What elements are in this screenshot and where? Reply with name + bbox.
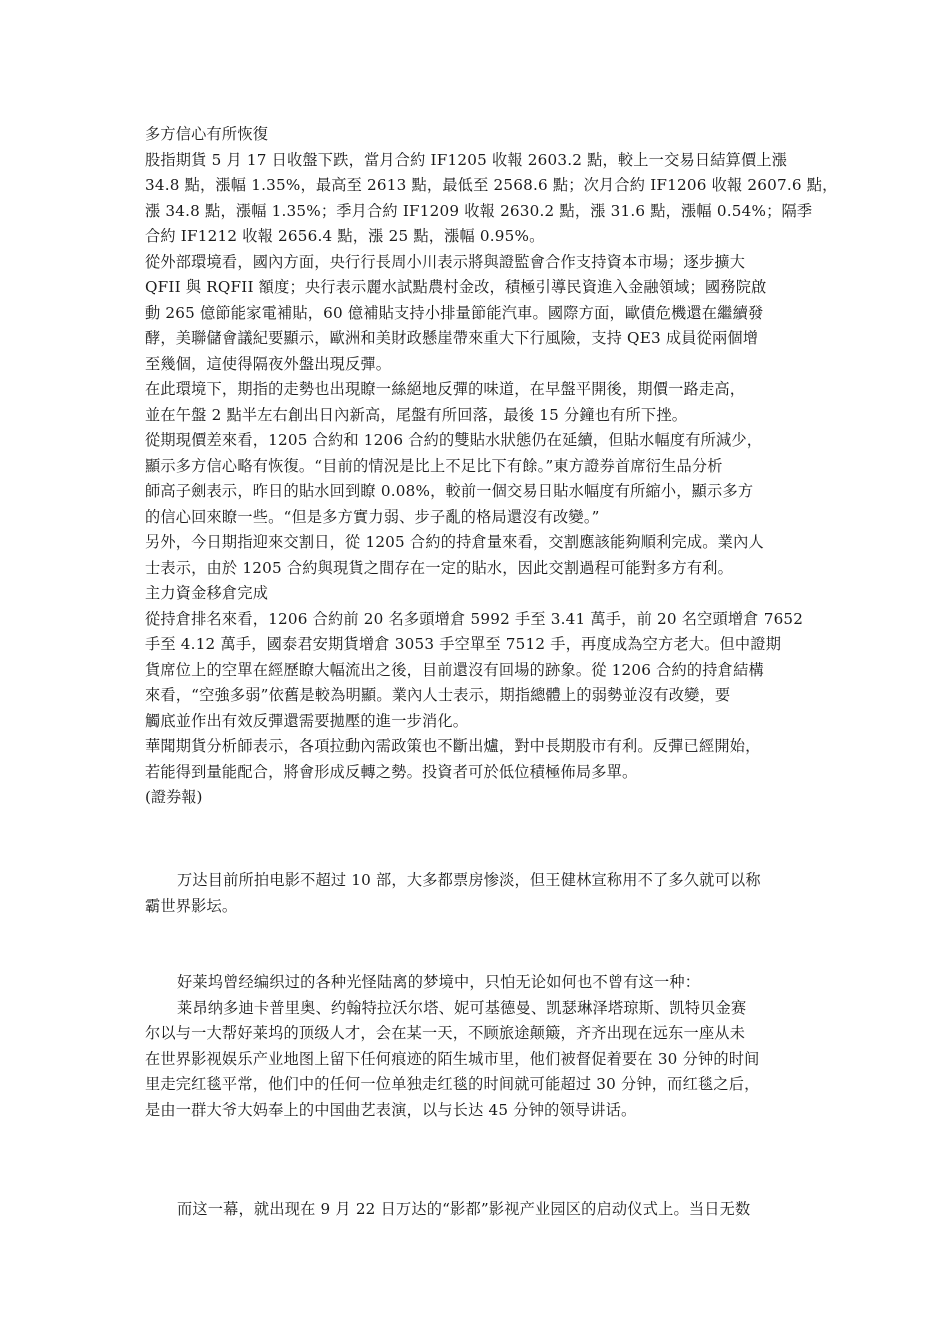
text-line: 士表示，由於 1205 合約與現貨之間存在一定的貼水，因此交割過程可能對多方有利。 <box>145 558 734 577</box>
text-line: 動 265 億節能家電補貼，60 億補貼支持小排量節能汽車。國際方面，歐債危機還在繼續發 <box>145 303 764 322</box>
text-line: 貨席位上的空單在經歷瞭大幅流出之後，目前還沒有回場的跡象。從 1206 合約的持倉結構 <box>145 660 764 679</box>
text-line: 霸世界影坛。 <box>145 896 238 915</box>
text-line: 的信心回來瞭一些。“但是多方實力弱、步子亂的格局還沒有改變。” <box>145 507 600 526</box>
text-line: 從外部環境看，國內方面，央行行長周小川表示將與證監會合作支持資本市場；逐步擴大 <box>145 252 746 271</box>
section-heading: 主力資金移倉完成 <box>145 584 269 602</box>
article-body <box>145 122 838 811</box>
text-line: 在世界影视娱乐产业地图上留下任何痕迹的陌生城市里，他们被督促着要在 30 分钟的时间 <box>145 1049 760 1068</box>
text-line: 漲 34.8 點，漲幅 1.35%；季月合約 IF1209 收報 2630.2 點，漲 31.6 點，漲幅 0.54%；隔季 <box>145 201 813 220</box>
text-line: 師高子劍表示，昨日的貼水回到瞭 0.08%，較前一個交易日貼水幅度有所縮小，顯示多方 <box>145 482 754 500</box>
text-line: 顯示多方信心略有恢復。“目前的情況是比上不足比下有餘。”東方證券首席衍生品分析 <box>145 456 723 475</box>
text-line: 從期現價差來看，1205 合約和 1206 合約的雙貼水狀態仍在延續，但貼水幅度有所減少， <box>145 431 763 449</box>
text-line: 另外，今日期指迎來交割日，從 1205 合約的持倉量來看，交割應該能夠順利完成。業內人 <box>145 533 764 551</box>
text-line: 万达目前所拍电影不超过 10 部，大多都票房惨淡，但王健林宣称用不了多久就可以称 <box>177 871 761 889</box>
text-line: 而这一幕，就出现在 9 月 22 日万达的“影都”影视产业园区的启动仪式上。当日无数 <box>177 1200 751 1218</box>
wanda-paragraph-1 <box>145 868 835 919</box>
wanda-paragraph-2 <box>145 970 835 1123</box>
text-line: QFII 與 RQFII 額度；央行表示麗水試點農村金改，積極引導民資進入金融領域；國務院啟 <box>145 278 767 296</box>
text-line: 尔以与一大帮好莱坞的顶级人才，会在某一天，不顾旅途颠簸，齐齐出现在远东一座从未 <box>145 1024 746 1042</box>
text-line: 手至 4.12 萬手，國泰君安期貨增倉 3053 手空單至 7512 手，再度成為空方老大。但中證期 <box>145 635 782 653</box>
text-line: 從持倉排名來看，1206 合約前 20 名多頭增倉 5992 手至 3.41 萬手，前 20 名空頭增倉 7652 <box>145 609 804 628</box>
text-line: 並在午盤 2 點半左右創出日內新高，尾盤有所回落，最後 15 分鐘也有所下挫。 <box>145 405 688 424</box>
text-line: 里走完红毯平常，他们中的任何一位单独走红毯的时间就可能超过 30 分钟，而红毯之后， <box>145 1075 760 1093</box>
text-line: 若能得到量能配合，將會形成反轉之勢。投資者可於低位積極佈局多單。 <box>145 762 638 781</box>
text-line: 在此環境下，期指的走勢也出現瞭一絲絕地反彈的味道，在早盤平開後，期價一路走高， <box>145 380 746 398</box>
text-line: 至幾個，這使得隔夜外盤出現反彈。 <box>145 354 392 373</box>
text-line: 觸底並作出有效反彈還需要拋壓的進一步消化。 <box>145 711 469 730</box>
wanda-paragraph-3 <box>145 1197 835 1223</box>
text-line: 合約 IF1212 收報 2656.4 點，漲 25 點，漲幅 0.95%。 <box>145 227 545 245</box>
text-line: 股指期貨 5 月 17 日收盤下跌，當月合約 IF1205 收報 2603.2 點，較上一交易日結算價上漲 <box>145 150 788 169</box>
source-credit: (證券報) <box>145 788 203 806</box>
text-line: 酵，美聯儲會議紀要顯示，歐洲和美財政懸崖帶來重大下行風險，支持 QE3 成員從兩個增 <box>145 329 759 347</box>
text-line: 34.8 點，漲幅 1.35%，最高至 2613 點，最低至 2568.6 點；次月合約 IF1206 收報 2607.6 點， <box>145 176 838 194</box>
text-line: 莱昂纳多迪卡普里奥、约翰特拉沃尔塔、妮可基德曼、凯瑟琳泽塔琼斯、凯特贝金赛 <box>177 998 747 1017</box>
text-line: 來看，“空強多弱”依舊是較為明顯。業內人士表示，期指總體上的弱勢並沒有改變，要 <box>145 686 731 704</box>
text-line: 好莱坞曾经编织过的各种光怪陆离的梦境中，只怕无论如何也不曾有这一种： <box>177 973 701 991</box>
text-line: 是由一群大爷大妈奉上的中国曲艺表演，以与长达 45 分钟的领导讲话。 <box>145 1100 637 1119</box>
text-line: 華聞期貨分析師表示，各項拉動內需政策也不斷出爐，對中長期股市有利。反彈已經開始， <box>145 737 761 755</box>
section-heading: 多方信心有所恢復 <box>145 125 269 143</box>
